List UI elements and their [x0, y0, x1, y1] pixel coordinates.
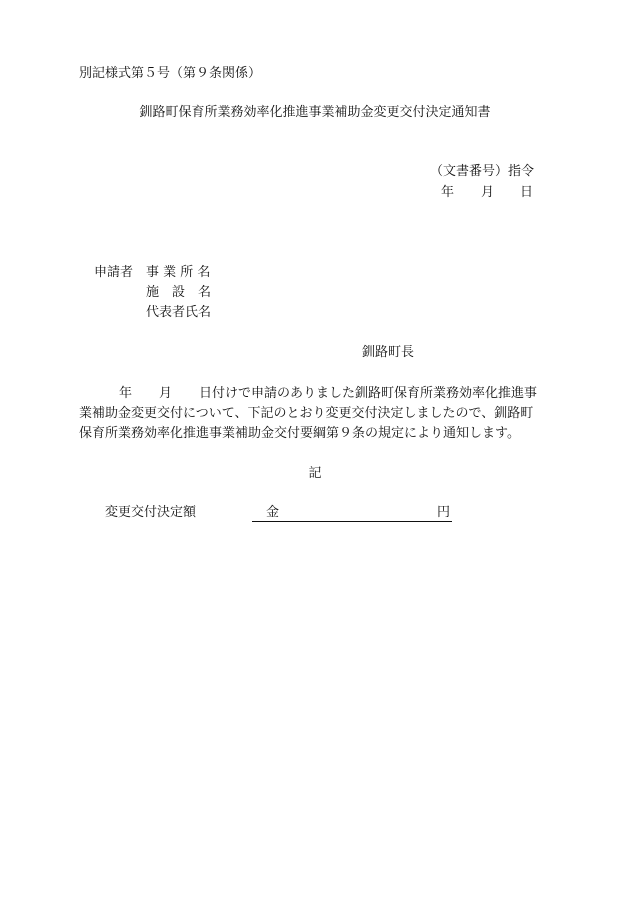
document-number-label: （文書番号）指令	[430, 164, 535, 179]
amount-field	[252, 505, 452, 522]
applicant-label: 申請者	[94, 265, 134, 280]
facility-name-label: 施 設 名	[146, 285, 212, 300]
issuer-name: 釧路町長	[362, 345, 415, 360]
amount-suffix: 円	[436, 505, 450, 520]
body-line-1	[79, 384, 553, 404]
amount-label: 変更交付決定額	[105, 505, 197, 520]
office-name-label: 事 業 所 名	[146, 265, 211, 280]
date-year-label: 年	[441, 185, 455, 200]
form-number: 別記様式第５号（第９条関係）	[79, 66, 262, 81]
body-year-label: 年	[119, 386, 133, 401]
body-month-label: 月	[159, 386, 173, 401]
date-day-label: 日	[520, 185, 534, 200]
date-month-label: 月	[481, 185, 495, 200]
body-line-3: 保育所業務効率化推進事業補助金交付要綱第９条の規定により通知します。	[79, 426, 520, 441]
body-paragraph	[79, 384, 553, 444]
representative-name-label: 代表者氏名	[146, 305, 212, 320]
document-title: 釧路町保育所業務効率化推進事業補助金変更交付決定通知書	[139, 105, 491, 120]
amount-prefix: 金	[266, 505, 280, 520]
body-line-2: 業補助金変更交付について、下記のとおり変更交付決定しましたので、釧路町	[79, 406, 534, 421]
body-line-1-text: 日付けで申請のありました釧路町保育所業務効率化推進事	[199, 386, 538, 401]
ki-heading: 記	[308, 466, 322, 481]
